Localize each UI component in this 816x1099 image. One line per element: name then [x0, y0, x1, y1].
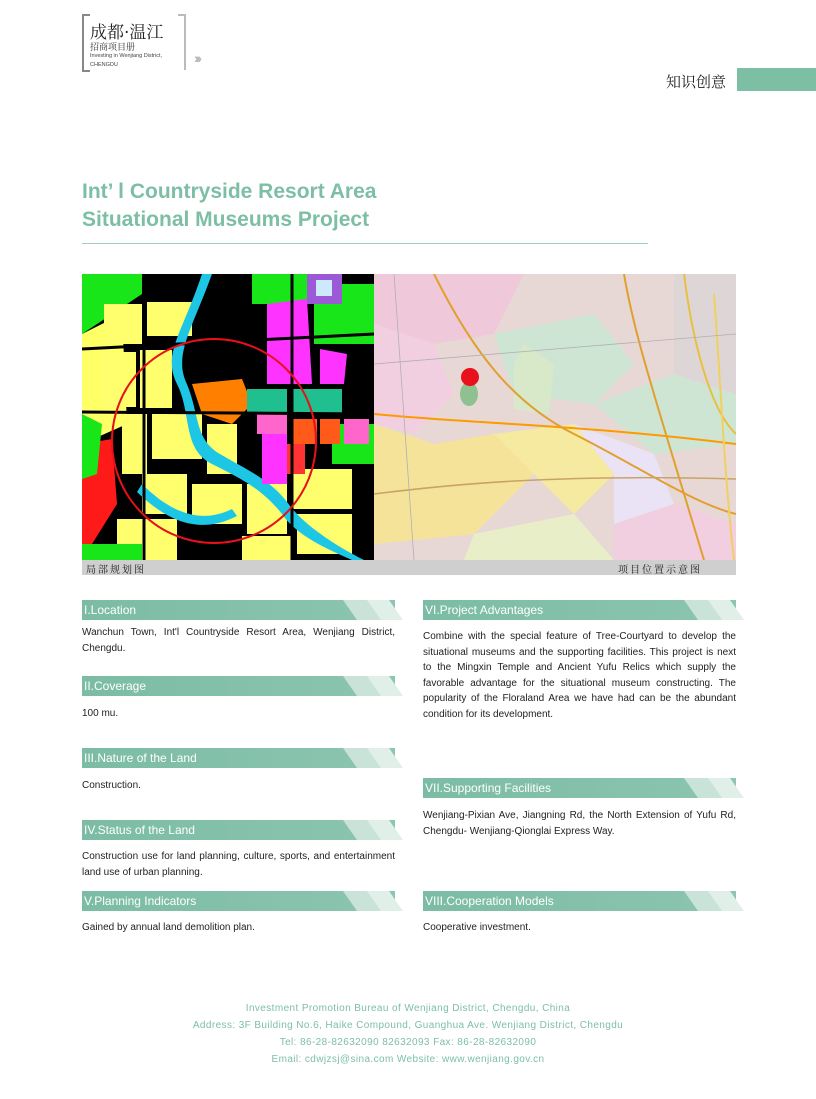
- section-heading-cooperation: [423, 891, 736, 911]
- logo-title: 成都·温江: [90, 23, 164, 43]
- nature-text: Construction.: [82, 780, 141, 791]
- facilities-text: Wenjiang-Pixian Ave, Jiangning Rd, the North Extension of Yufu Rd, Chengdu- Wenjiang-Qionglai Express Way.: [423, 810, 736, 837]
- footer-phone: Tel: 86-28-82632090 82632093 Fax: 86-28-82632090: [279, 1037, 537, 1048]
- category-tag: 知识创意: [666, 73, 727, 91]
- footer-contact: Email: cdwjzsj@sina.com Website: www.wenjiang.gov.cn: [271, 1054, 545, 1065]
- section-heading-label: V.Planning Indicators: [84, 894, 197, 908]
- section-heading-label: VI.Project Advantages: [425, 603, 544, 617]
- advantages-text: Combine with the special feature of Tree-Courtyard to develop the situational museums and the supporting facilities. This project is next to the Mingxin Temple and Ancient Yufu Relics which supply the favorable advantage for the situational museum constructing. The popularity of the Floraland Area we have had can be the abundant condition for its development.: [423, 631, 736, 720]
- footer-address: Address: 3F Building No.6, Haike Compound, Guanghua Ave. Wenjiang District, Chengdu: [192, 1020, 624, 1031]
- cooperation-text: Cooperative investment.: [423, 922, 531, 933]
- right-map-caption: 项目位置示意图: [618, 565, 702, 576]
- section-heading-label: III.Nature of the Land: [84, 751, 197, 765]
- project-location-map: [374, 274, 736, 560]
- title-divider: [82, 243, 648, 244]
- page-title-line2: Situational Museums Project: [82, 208, 370, 231]
- logo-english-line2: CHENGDU: [90, 62, 118, 68]
- section-heading-label: II.Coverage: [84, 679, 147, 693]
- location-text: Wanchun Town, Int'l Countryside Resort Area, Wenjiang District, Chengdu.: [82, 627, 395, 654]
- chevrons-icon: ›››: [194, 50, 199, 66]
- section-heading-planning: [82, 891, 395, 911]
- section-heading-label: VII.Supporting Facilities: [425, 781, 552, 795]
- section-heading-facilities: [423, 778, 736, 798]
- left-map-caption: 局部规划图: [86, 565, 146, 576]
- planning-text: Gained by annual land demolition plan.: [82, 922, 255, 933]
- section-heading-advantages: [423, 600, 736, 620]
- section-heading-location: [82, 600, 395, 620]
- logo-subtitle: 招商项目册: [90, 43, 136, 53]
- section-heading-coverage: [82, 676, 395, 696]
- page-title-line1: Int’ l Countryside Resort Area: [82, 180, 377, 203]
- local-planning-map: [82, 274, 374, 560]
- logo-english-line1: Investing in Wenjiang District,: [90, 53, 163, 59]
- section-heading-nature: [82, 748, 395, 768]
- footer-bureau: Investment Promotion Bureau of Wenjiang District, Chengdu, China: [245, 1003, 571, 1014]
- section-heading-label: IV.Status of the Land: [84, 823, 195, 837]
- section-heading-status: [82, 820, 395, 840]
- section-heading-label: VIII.Cooperation Models: [425, 894, 554, 908]
- category-tag-bar: [737, 68, 816, 91]
- section-heading-label: I.Location: [84, 603, 137, 617]
- status-text: Construction use for land planning, culture, sports, and entertainment land use of urban planning.: [82, 851, 395, 878]
- coverage-text: 100 mu.: [82, 708, 119, 719]
